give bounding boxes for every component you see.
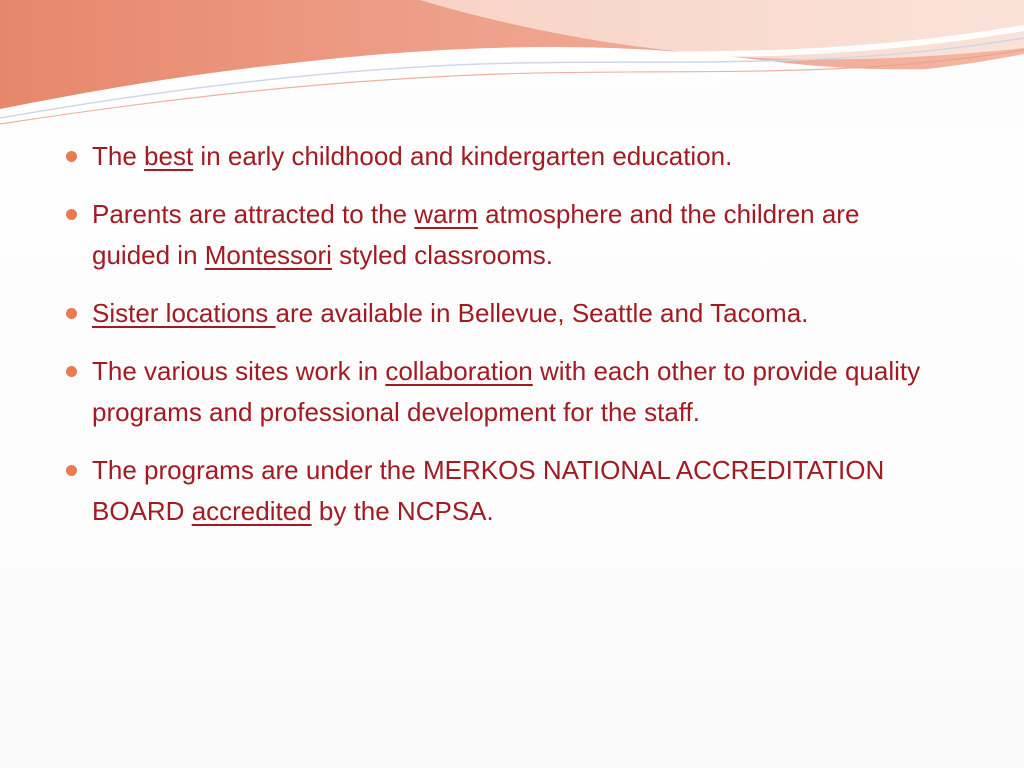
text-segment: in early childhood and kindergarten education. [193, 141, 733, 171]
link-warm[interactable]: warm [414, 199, 478, 229]
bullet-list [62, 136, 942, 549]
link-sister-locations[interactable]: Sister locations [92, 298, 276, 328]
bullet-dot-icon [66, 465, 77, 476]
text-segment: The various sites work in [92, 356, 386, 386]
list-item [62, 450, 942, 532]
list-item [62, 351, 942, 433]
link-accredited[interactable]: accredited [191, 496, 312, 526]
bullet-dot-icon [66, 209, 77, 220]
list-item [62, 136, 942, 177]
bullet-dot-icon [66, 366, 77, 377]
text-segment: by the NCPSA. [311, 496, 494, 526]
list-item [62, 194, 942, 276]
text-segment: are available in Bellevue, Seattle and Tacoma. [275, 298, 809, 328]
link-best[interactable]: best [144, 141, 194, 171]
text-segment: Parents are attracted to the [92, 199, 415, 229]
bullet-dot-icon [66, 151, 77, 162]
text-segment: The programs are under the MERKOS NATIONAL ACCREDITATION BOARD [92, 455, 885, 526]
link-collaboration[interactable]: collaboration [385, 356, 533, 386]
bullet-dot-icon [66, 308, 77, 319]
text-segment: The [92, 141, 145, 171]
text-segment: atmosphere and the children are guided in [92, 199, 860, 270]
header-wave-decoration [0, 0, 1024, 130]
text-segment: styled classrooms. [331, 240, 553, 270]
text-segment: with each other to provide quality programs and professional development for the staff. [92, 356, 921, 427]
link-montessori[interactable]: Montessori [204, 240, 332, 270]
list-item [62, 293, 942, 334]
